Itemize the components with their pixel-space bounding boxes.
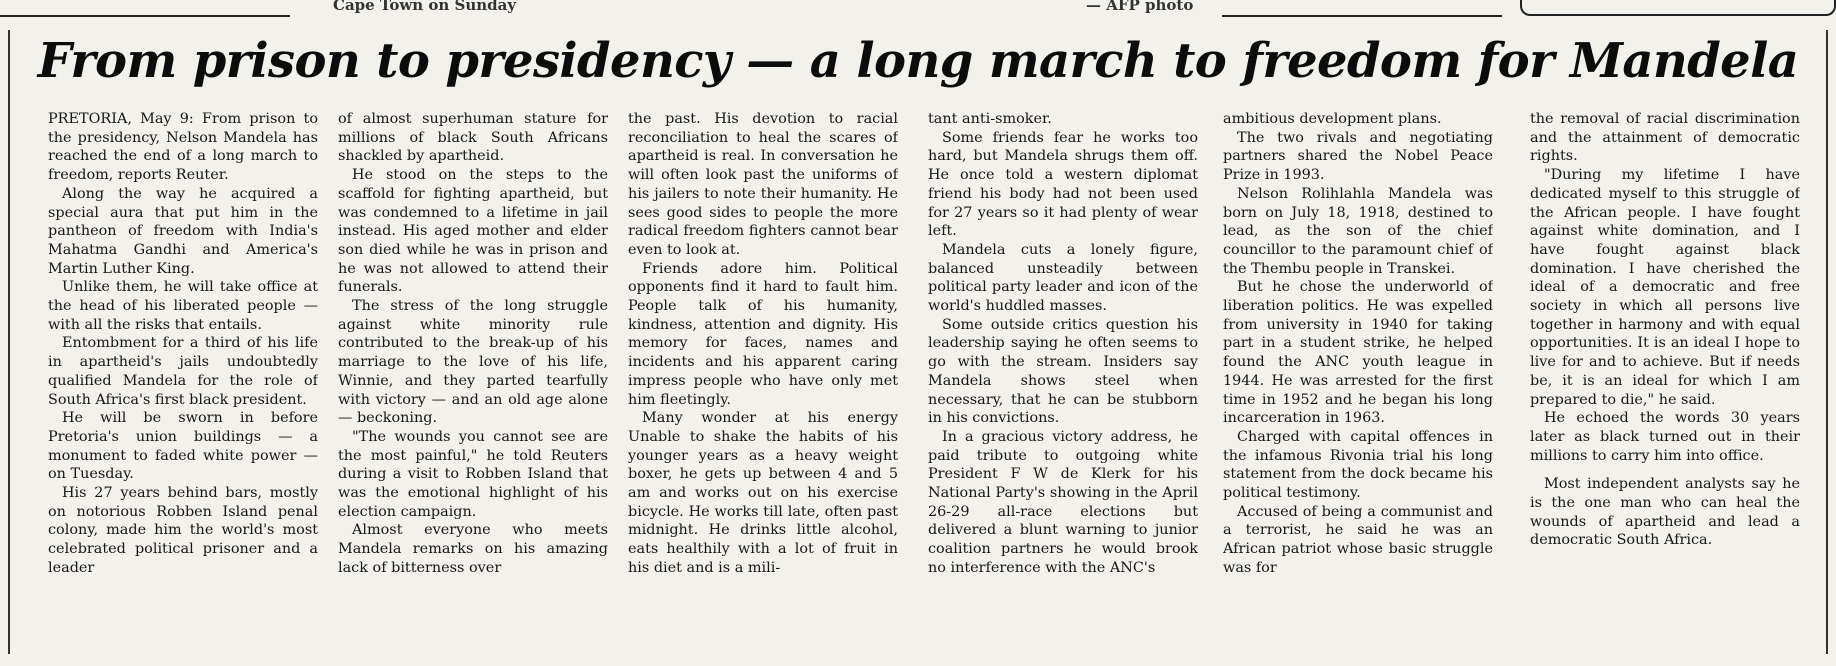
- paragraph: "The wounds you cannot see are the most painful," he told Reuters during a visit to Robben Island that was the emotional highlight of his election campaign.: [338, 428, 608, 520]
- top-rule-right: [1222, 15, 1502, 17]
- paragraph: The two rivals and negotiating partners shared the Nobel Peace Prize in 1993.: [1223, 129, 1493, 184]
- column-2: [338, 110, 608, 650]
- article-frame: [8, 30, 1828, 654]
- paragraph: In a gracious victory address, he paid tribute to outgoing white President F W de Klerk for his National Party's showing in the April 26-29 all-race elections but delivered a blunt warning to junior coalition partners he would brook no interference with the ANC's: [928, 428, 1198, 576]
- column-3: [628, 110, 898, 650]
- paragraph: the past. His devotion to racial reconciliation to heal the scares of apartheid is real. In conversation he will often look past the uniforms of his jailers to note their humanity. He sees good sides to people the more radical freedom fighters cannot bear even to look at.: [628, 111, 898, 258]
- paragraph: tant anti-smoker.: [928, 111, 1052, 127]
- paragraph: "During my lifetime I have dedicated myself to this struggle of the African people. I have fought against white domination, and I have fought against black domination. I have cherished the ideal of a democratic and free society in which all persons live together in harmony and with equal opportunities. It is an ideal I hope to live for and to achieve. But if needs be, it is an ideal for which I am prepared to die," he said.: [1530, 167, 1800, 408]
- column-5: [1223, 110, 1493, 650]
- paragraph: Charged with capital offences in the infamous Rivonia trial his long statement from the dock became his political testimony.: [1223, 428, 1493, 502]
- paragraph: Nelson Rolihlahla Mandela was born on July 18, 1918, destined to lead, as the son of the chief councillor to the paramount chief of the Thembu people in Transkei.: [1223, 185, 1493, 277]
- paragraph: Mandela cuts a lonely figure, balanced unsteadily between political party leader and icon of the world's huddled masses.: [928, 241, 1198, 315]
- paragraph: Along the way he acquired a special aura that put him in the pantheon of freedom with India's Mahatma Gandhi and America's Martin Luther King.: [48, 185, 318, 277]
- paragraph: Friends adore him. Political opponents find it hard to fault him. People talk of his humanity, kindness, attention and dignity. His memory for faces, names and incidents and his apparent caring impress people who have only met him fleetingly.: [628, 260, 898, 408]
- top-rule-left: [0, 15, 290, 17]
- headline: From prison to presidency — a long march to freedom for Mandela: [37, 33, 1799, 89]
- photo-credit: — AFP photo: [1086, 0, 1194, 14]
- paragraph: The stress of the long struggle against white minority rule contributed to the break-up of his marriage to the love of his life, Winnie, and they parted tearfully with victory — and an old age alone — beckoning.: [338, 298, 608, 427]
- paragraph: Most independent analysts say he is the one man who can heal the wounds of apartheid and lead a democratic South Africa.: [1530, 476, 1800, 549]
- paragraph: He stood on the steps to the scaffold for fighting apartheid, but was condemned to a lifetime in jail instead. His aged mother and elder son died while he was in prison and he was not allowed to attend their funerals.: [338, 167, 608, 296]
- paragraph: Some friends fear he works too hard, but Mandela shrugs them off. He once told a western diplomat friend his body had not been used for 27 years so it had plenty of wear left.: [928, 129, 1198, 240]
- paragraph: But he chose the underworld of liberation politics. He was expelled from university in 1940 for taking part in a student strike, he helped found the ANC youth league in 1944. He was arrested for the first time in 1952 and he began his long incarceration in 1963.: [1223, 279, 1493, 427]
- paragraph: Entombment for a third of his life in apartheid's jails undoubtedly qualified Mandela for the role of South Africa's first black president.: [48, 335, 318, 408]
- paragraph: ambitious development plans.: [1223, 111, 1442, 127]
- photo-caption-left: Cape Town on Sunday: [333, 0, 517, 14]
- paragraph: Many wonder at his energy Unable to shake the habits of his younger years as a heavy weight boxer, he gets up between 4 and 5 am and works out on his exercise bicycle. He works till late, often past midnight. He drinks little alcohol, eats healthily with a lot of fruit in his diet and is a mili-: [628, 410, 898, 576]
- paragraph: PRETORIA, May 9: From prison to the presidency, Nelson Mandela has reached the end of a long march to freedom, reports Reuter.: [48, 111, 318, 184]
- paragraph: Accused of being a communist and a terrorist, he said he was an African patriot whose basic struggle was for: [1223, 503, 1493, 576]
- paragraph: Almost everyone who meets Mandela remarks on his amazing lack of bitterness over: [338, 522, 608, 576]
- paragraph: of almost superhuman stature for millions of black South Africans shackled by apartheid.: [338, 111, 608, 165]
- paragraph: He will be sworn in before Pretoria's union buildings — a monument to faded white power — on Tuesday.: [48, 410, 318, 483]
- adjacent-box-border: [1520, 0, 1836, 16]
- column-1: [48, 110, 318, 650]
- column-4: [928, 110, 1198, 650]
- article-body: [8, 110, 1828, 650]
- paragraph: the removal of racial discrimination and the attainment of democratic rights.: [1530, 111, 1800, 165]
- paragraph: Some outside critics question his leadership saying he often seems to go with the stream. Insiders say Mandela shows steel when necessary, that he can be stubborn in his convictions.: [928, 316, 1198, 427]
- paragraph: His 27 years behind bars, mostly on notorious Robben Island penal colony, made him the world's most celebrated political prisoner and a leader: [48, 485, 318, 576]
- top-strip: [0, 0, 1836, 20]
- paragraph: He echoed the words 30 years later as black turned out in their millions to carry him into office.: [1530, 410, 1800, 464]
- paragraph: Unlike them, he will take office at the head of his liberated people — with all the risks that entails.: [48, 279, 318, 333]
- column-6: [1530, 110, 1800, 650]
